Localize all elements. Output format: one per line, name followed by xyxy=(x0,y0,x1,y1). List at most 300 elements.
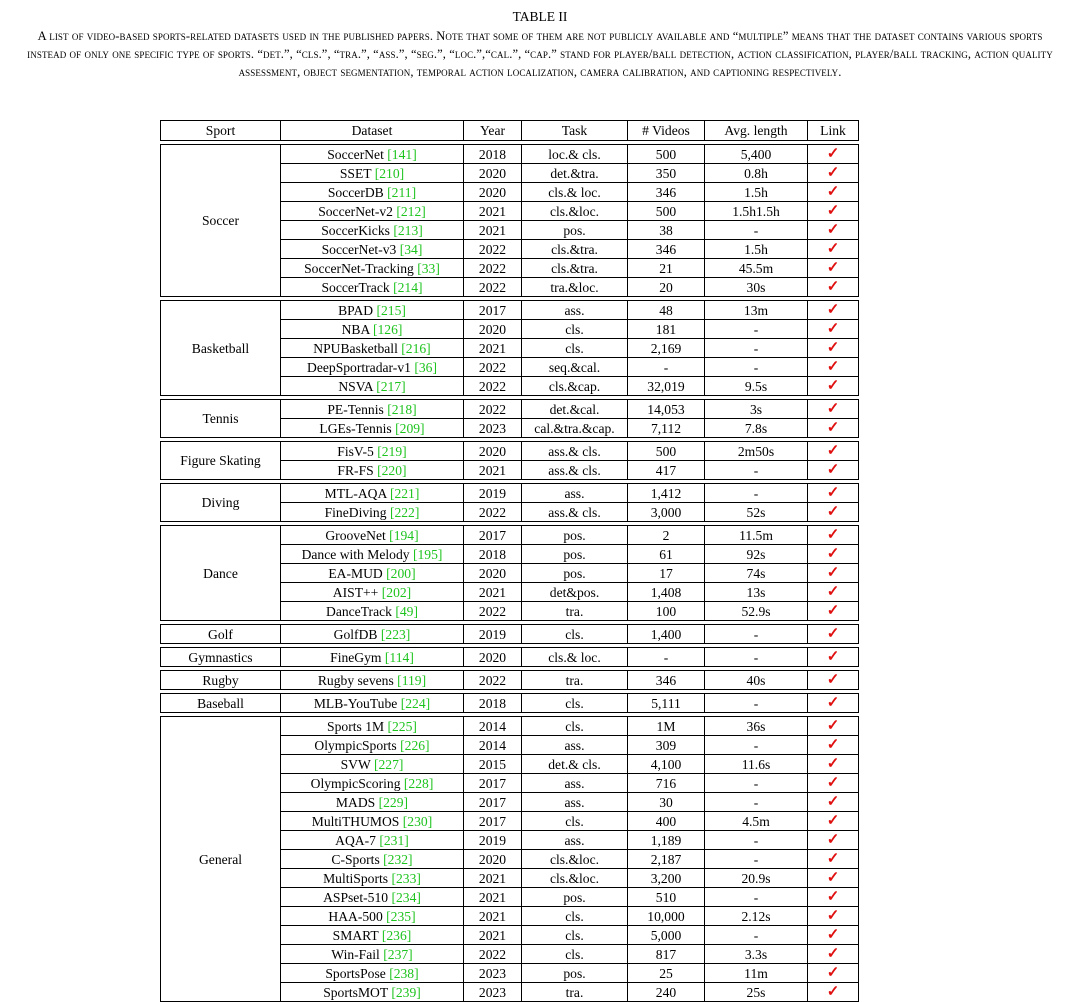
task-cell: ass.& cls. xyxy=(522,461,628,480)
videos-cell: 2,169 xyxy=(628,339,705,358)
year-cell: 2015 xyxy=(464,755,522,774)
citation-link[interactable]: [202] xyxy=(381,584,412,600)
videos-cell: 309 xyxy=(628,736,705,755)
dataset-cell xyxy=(281,545,464,564)
checkmark-icon[interactable]: ✓ xyxy=(826,695,840,711)
videos-cell: 32,019 xyxy=(628,377,705,396)
task-cell: pos. xyxy=(522,545,628,564)
link-cell xyxy=(808,717,859,736)
dataset-cell xyxy=(281,164,464,183)
citation-link[interactable]: [200] xyxy=(386,565,416,581)
table-container xyxy=(160,120,859,1002)
task-cell: cls. xyxy=(522,926,628,945)
citation-link[interactable]: [222] xyxy=(389,504,420,520)
avg-length-cell: 1.5h1.5h xyxy=(705,202,808,221)
dataset-name: PE-Tennis xyxy=(327,401,384,417)
year-cell: 2021 xyxy=(464,888,522,907)
dataset-name: SportsPose xyxy=(325,965,386,981)
dataset-cell xyxy=(281,736,464,755)
dataset-name: Rugby sevens xyxy=(317,672,394,688)
videos-cell: 510 xyxy=(628,888,705,907)
table-row xyxy=(161,694,859,713)
checkmark-icon[interactable]: ✓ xyxy=(826,203,840,219)
citation-link[interactable]: [228] xyxy=(403,775,434,791)
avg-length-cell: - xyxy=(705,736,808,755)
year-cell: 2017 xyxy=(464,793,522,812)
checkmark-icon[interactable]: ✓ xyxy=(826,504,840,520)
checkmark-icon[interactable]: ✓ xyxy=(826,946,840,962)
videos-cell: 716 xyxy=(628,774,705,793)
checkmark-icon[interactable]: ✓ xyxy=(826,420,840,436)
checkmark-icon[interactable]: ✓ xyxy=(826,485,840,501)
year-cell: 2022 xyxy=(464,358,522,377)
checkmark-icon[interactable]: ✓ xyxy=(826,184,840,200)
link-cell xyxy=(808,545,859,564)
task-cell: det&pos. xyxy=(522,583,628,602)
task-cell: pos. xyxy=(522,221,628,240)
citation-link[interactable]: [225] xyxy=(387,718,417,734)
table-row xyxy=(161,671,859,690)
videos-cell: 346 xyxy=(628,183,705,202)
avg-length-cell: 9.5s xyxy=(705,377,808,396)
citation-link[interactable]: [234] xyxy=(391,889,421,905)
dataset-cell xyxy=(281,301,464,320)
year-cell: 2022 xyxy=(464,602,522,621)
citation-link[interactable]: [114] xyxy=(384,649,414,665)
checkmark-icon[interactable]: ✓ xyxy=(826,321,840,337)
dataset-cell xyxy=(281,694,464,713)
sport-cell: Rugby xyxy=(161,671,281,690)
videos-cell: 14,053 xyxy=(628,400,705,419)
dataset-cell xyxy=(281,926,464,945)
videos-cell: 500 xyxy=(628,145,705,164)
year-cell: 2023 xyxy=(464,964,522,983)
dataset-name: SMART xyxy=(332,927,379,943)
checkmark-icon[interactable]: ✓ xyxy=(826,443,840,459)
videos-cell: 20 xyxy=(628,278,705,297)
videos-cell: 5,111 xyxy=(628,694,705,713)
checkmark-icon[interactable]: ✓ xyxy=(826,146,840,162)
citation-link[interactable]: [236] xyxy=(381,927,412,943)
checkmark-icon[interactable]: ✓ xyxy=(826,718,840,734)
avg-length-cell: 1.5h xyxy=(705,183,808,202)
checkmark-icon[interactable]: ✓ xyxy=(826,279,840,295)
citation-link[interactable]: [230] xyxy=(402,813,433,829)
dataset-cell xyxy=(281,461,464,480)
year-cell: 2017 xyxy=(464,774,522,793)
task-cell: pos. xyxy=(522,526,628,545)
citation-link[interactable]: [235] xyxy=(386,908,416,924)
avg-length-cell: 13m xyxy=(705,301,808,320)
task-cell: seq.&cal. xyxy=(522,358,628,377)
dataset-cell xyxy=(281,503,464,522)
task-cell: cls. xyxy=(522,812,628,831)
year-cell: 2022 xyxy=(464,259,522,278)
videos-cell: 100 xyxy=(628,602,705,621)
link-cell xyxy=(808,945,859,964)
dataset-name: MultiTHUMOS xyxy=(311,813,400,829)
checkmark-icon[interactable]: ✓ xyxy=(826,927,840,943)
checkmark-icon[interactable]: ✓ xyxy=(826,672,840,688)
avg-length-cell: 92s xyxy=(705,545,808,564)
sport-cell: Golf xyxy=(161,625,281,644)
dataset-cell xyxy=(281,358,464,377)
checkmark-icon[interactable]: ✓ xyxy=(826,359,840,375)
videos-cell: 4,100 xyxy=(628,755,705,774)
citation-link[interactable]: [232] xyxy=(383,851,413,867)
sport-cell: General xyxy=(161,717,281,1002)
avg-length-cell: - xyxy=(705,320,808,339)
checkmark-icon[interactable]: ✓ xyxy=(826,546,840,562)
avg-length-cell: - xyxy=(705,484,808,503)
videos-cell: 1,400 xyxy=(628,625,705,644)
videos-cell: 346 xyxy=(628,240,705,259)
year-cell: 2020 xyxy=(464,850,522,869)
videos-cell: 3,000 xyxy=(628,503,705,522)
link-cell xyxy=(808,301,859,320)
dataset-cell xyxy=(281,583,464,602)
year-cell: 2022 xyxy=(464,278,522,297)
link-cell xyxy=(808,503,859,522)
link-cell xyxy=(808,183,859,202)
dataset-cell xyxy=(281,755,464,774)
dataset-cell xyxy=(281,983,464,1002)
task-cell: cls. xyxy=(522,717,628,736)
videos-cell: 7,112 xyxy=(628,419,705,438)
videos-cell: 350 xyxy=(628,164,705,183)
task-cell: det.& cls. xyxy=(522,755,628,774)
checkmark-icon[interactable]: ✓ xyxy=(826,813,840,829)
citation-link[interactable]: [217] xyxy=(376,378,406,394)
citation-link[interactable]: [220] xyxy=(377,462,407,478)
checkmark-icon[interactable]: ✓ xyxy=(826,378,840,394)
videos-cell: - xyxy=(628,648,705,667)
dataset-name: Win-Fail xyxy=(331,946,380,962)
task-cell: cls. xyxy=(522,694,628,713)
dataset-cell xyxy=(281,625,464,644)
dataset-cell xyxy=(281,339,464,358)
checkmark-icon[interactable]: ✓ xyxy=(826,908,840,924)
link-cell xyxy=(808,358,859,377)
avg-length-cell: - xyxy=(705,625,808,644)
dataset-name: MultiSports xyxy=(323,870,389,886)
checkmark-icon[interactable]: ✓ xyxy=(826,584,840,600)
videos-cell: 5,000 xyxy=(628,926,705,945)
link-cell xyxy=(808,831,859,850)
checkmark-icon[interactable]: ✓ xyxy=(826,889,840,905)
citation-link[interactable]: [33] xyxy=(417,260,440,276)
citation-link[interactable]: [141] xyxy=(387,146,417,162)
table-row xyxy=(161,301,859,320)
dataset-name: MADS xyxy=(335,794,376,810)
videos-cell: 25 xyxy=(628,964,705,983)
task-cell: tra.&loc. xyxy=(522,278,628,297)
checkmark-icon[interactable]: ✓ xyxy=(826,756,840,772)
citation-link[interactable]: [212] xyxy=(396,203,426,219)
link-cell xyxy=(808,736,859,755)
checkmark-icon[interactable]: ✓ xyxy=(826,165,840,181)
link-cell xyxy=(808,964,859,983)
link-cell xyxy=(808,526,859,545)
header-task: Task xyxy=(522,121,628,141)
year-cell: 2018 xyxy=(464,545,522,564)
dataset-cell xyxy=(281,648,464,667)
dataset-name: SoccerDB xyxy=(327,184,384,200)
link-cell xyxy=(808,259,859,278)
link-cell xyxy=(808,983,859,1002)
year-cell: 2022 xyxy=(464,240,522,259)
avg-length-cell: 0.8h xyxy=(705,164,808,183)
videos-cell: 1,189 xyxy=(628,831,705,850)
citation-link[interactable]: [214] xyxy=(393,279,423,295)
citation-link[interactable]: [224] xyxy=(400,695,431,711)
checkmark-icon[interactable]: ✓ xyxy=(826,775,840,791)
link-cell xyxy=(808,694,859,713)
videos-cell: 240 xyxy=(628,983,705,1002)
citation-link[interactable]: [213] xyxy=(393,222,423,238)
checkmark-icon[interactable]: ✓ xyxy=(826,222,840,238)
videos-cell: 1,412 xyxy=(628,484,705,503)
sport-cell: Diving xyxy=(161,484,281,522)
link-cell xyxy=(808,400,859,419)
year-cell: 2019 xyxy=(464,625,522,644)
table-row xyxy=(161,648,859,667)
year-cell: 2018 xyxy=(464,145,522,164)
link-cell xyxy=(808,907,859,926)
task-cell: cls. xyxy=(522,907,628,926)
checkmark-icon[interactable]: ✓ xyxy=(826,851,840,867)
dataset-name: AIST++ xyxy=(332,584,379,600)
avg-length-cell: - xyxy=(705,793,808,812)
citation-link[interactable]: [238] xyxy=(389,965,419,981)
task-cell: ass. xyxy=(522,484,628,503)
avg-length-cell: 11m xyxy=(705,964,808,983)
link-cell xyxy=(808,812,859,831)
citation-link[interactable]: [194] xyxy=(389,527,419,543)
year-cell: 2021 xyxy=(464,221,522,240)
citation-link[interactable]: [226] xyxy=(400,737,430,753)
dataset-cell xyxy=(281,671,464,690)
dataset-name: NSVA xyxy=(338,378,373,394)
task-cell: tra. xyxy=(522,602,628,621)
year-cell: 2017 xyxy=(464,812,522,831)
checkmark-icon[interactable]: ✓ xyxy=(826,401,840,417)
citation-link[interactable]: [227] xyxy=(373,756,404,772)
citation-link[interactable]: [36] xyxy=(414,359,437,375)
year-cell: 2022 xyxy=(464,377,522,396)
citation-link[interactable]: [216] xyxy=(401,340,431,356)
citation-link[interactable]: [219] xyxy=(377,443,407,459)
checkmark-icon[interactable]: ✓ xyxy=(826,794,840,810)
videos-cell: 817 xyxy=(628,945,705,964)
link-cell xyxy=(808,320,859,339)
checkmark-icon[interactable]: ✓ xyxy=(826,870,840,886)
videos-cell: 10,000 xyxy=(628,907,705,926)
citation-link[interactable]: [221] xyxy=(389,485,420,501)
avg-length-cell: 52s xyxy=(705,503,808,522)
checkmark-icon[interactable]: ✓ xyxy=(826,832,840,848)
citation-link[interactable]: [215] xyxy=(376,302,406,318)
citation-link[interactable]: [195] xyxy=(412,546,443,562)
task-cell: cls.&loc. xyxy=(522,202,628,221)
link-cell xyxy=(808,164,859,183)
videos-cell: 346 xyxy=(628,671,705,690)
dataset-cell xyxy=(281,869,464,888)
checkmark-icon[interactable]: ✓ xyxy=(826,565,840,581)
task-cell: ass. xyxy=(522,793,628,812)
dataset-name: FineDiving xyxy=(324,504,387,520)
link-cell xyxy=(808,793,859,812)
link-cell xyxy=(808,442,859,461)
citation-link[interactable]: [211] xyxy=(387,184,417,200)
year-cell: 2023 xyxy=(464,419,522,438)
link-cell xyxy=(808,869,859,888)
dataset-cell xyxy=(281,888,464,907)
dataset-name: SoccerNet-v3 xyxy=(321,241,397,257)
avg-length-cell: - xyxy=(705,221,808,240)
dataset-cell xyxy=(281,278,464,297)
year-cell: 2018 xyxy=(464,694,522,713)
avg-length-cell: 36s xyxy=(705,717,808,736)
year-cell: 2021 xyxy=(464,339,522,358)
dataset-name: NPUBasketball xyxy=(313,340,398,356)
task-cell: ass. xyxy=(522,831,628,850)
citation-link[interactable]: [223] xyxy=(380,626,411,642)
table-row xyxy=(161,442,859,461)
link-cell xyxy=(808,484,859,503)
checkmark-icon[interactable]: ✓ xyxy=(826,649,840,665)
task-cell: det.&tra. xyxy=(522,164,628,183)
task-cell: cls. xyxy=(522,625,628,644)
task-cell: cls.&tra. xyxy=(522,259,628,278)
link-cell xyxy=(808,755,859,774)
dataset-cell xyxy=(281,564,464,583)
sport-cell: Baseball xyxy=(161,694,281,713)
avg-length-cell: 3s xyxy=(705,400,808,419)
year-cell: 2020 xyxy=(464,442,522,461)
link-cell xyxy=(808,202,859,221)
avg-length-cell: - xyxy=(705,774,808,793)
checkmark-icon[interactable]: ✓ xyxy=(826,340,840,356)
task-cell: cal.&tra.&cap. xyxy=(522,419,628,438)
videos-cell: 38 xyxy=(628,221,705,240)
videos-cell: 2,187 xyxy=(628,850,705,869)
dataset-cell xyxy=(281,793,464,812)
videos-cell: 2 xyxy=(628,526,705,545)
citation-link[interactable]: [237] xyxy=(383,946,413,962)
datasets-table xyxy=(160,120,859,1002)
dataset-name: ASPset-510 xyxy=(323,889,389,905)
dataset-name: SoccerNet-v2 xyxy=(318,203,393,219)
dataset-cell xyxy=(281,183,464,202)
citation-link[interactable]: [126] xyxy=(372,321,403,337)
dataset-name: BPAD xyxy=(338,302,374,318)
checkmark-icon[interactable]: ✓ xyxy=(826,965,840,981)
avg-length-cell: 52.9s xyxy=(705,602,808,621)
citation-link[interactable]: [233] xyxy=(391,870,421,886)
task-cell: tra. xyxy=(522,671,628,690)
avg-length-cell: - xyxy=(705,694,808,713)
sport-cell: Gymnastics xyxy=(161,648,281,667)
dataset-cell xyxy=(281,377,464,396)
dataset-cell xyxy=(281,320,464,339)
videos-cell: 3,200 xyxy=(628,869,705,888)
citation-link[interactable]: [49] xyxy=(395,603,418,619)
dataset-cell xyxy=(281,202,464,221)
table-row xyxy=(161,400,859,419)
year-cell: 2017 xyxy=(464,301,522,320)
citation-link[interactable]: [229] xyxy=(378,794,409,810)
dataset-name: DeepSportradar-v1 xyxy=(307,359,411,375)
table-body xyxy=(161,141,859,1002)
citation-link[interactable]: [218] xyxy=(387,401,417,417)
avg-length-cell: - xyxy=(705,926,808,945)
year-cell: 2021 xyxy=(464,907,522,926)
checkmark-icon[interactable]: ✓ xyxy=(826,527,840,543)
dataset-cell xyxy=(281,221,464,240)
avg-length-cell: - xyxy=(705,339,808,358)
checkmark-icon[interactable]: ✓ xyxy=(826,737,840,753)
year-cell: 2020 xyxy=(464,648,522,667)
checkmark-icon[interactable]: ✓ xyxy=(826,260,840,276)
dataset-name: DanceTrack xyxy=(326,603,392,619)
task-cell: det.&cal. xyxy=(522,400,628,419)
avg-length-cell: 2m50s xyxy=(705,442,808,461)
link-cell xyxy=(808,377,859,396)
avg-length-cell: 4.5m xyxy=(705,812,808,831)
dataset-name: FR-FS xyxy=(337,462,374,478)
checkmark-icon[interactable]: ✓ xyxy=(826,241,840,257)
videos-cell: 400 xyxy=(628,812,705,831)
videos-cell: 21 xyxy=(628,259,705,278)
year-cell: 2020 xyxy=(464,320,522,339)
citation-link[interactable]: [34] xyxy=(399,241,423,257)
task-cell: pos. xyxy=(522,888,628,907)
table-caption xyxy=(20,8,1060,81)
citation-link[interactable]: [239] xyxy=(391,984,421,1000)
header-link: Link xyxy=(808,121,859,141)
checkmark-icon[interactable]: ✓ xyxy=(826,984,840,1000)
header-videos: # Videos xyxy=(628,121,705,141)
task-cell: cls.& loc. xyxy=(522,648,628,667)
checkmark-icon[interactable]: ✓ xyxy=(826,603,840,619)
checkmark-icon[interactable]: ✓ xyxy=(826,462,840,478)
dataset-name: C-Sports xyxy=(331,851,380,867)
checkmark-icon[interactable]: ✓ xyxy=(826,626,840,642)
checkmark-icon[interactable]: ✓ xyxy=(826,302,840,318)
dataset-cell xyxy=(281,964,464,983)
dataset-name: SoccerTrack xyxy=(321,279,390,295)
citation-link[interactable]: [210] xyxy=(374,165,405,181)
citation-link[interactable]: [231] xyxy=(379,832,409,848)
avg-length-cell: 40s xyxy=(705,671,808,690)
link-cell xyxy=(808,926,859,945)
year-cell: 2022 xyxy=(464,503,522,522)
year-cell: 2022 xyxy=(464,671,522,690)
avg-length-cell: 13s xyxy=(705,583,808,602)
year-cell: 2022 xyxy=(464,400,522,419)
year-cell: 2021 xyxy=(464,461,522,480)
task-cell: cls.&tra. xyxy=(522,240,628,259)
videos-cell: 181 xyxy=(628,320,705,339)
citation-link[interactable]: [119] xyxy=(397,672,427,688)
dataset-name: AQA-7 xyxy=(335,832,376,848)
sport-cell: Soccer xyxy=(161,145,281,297)
videos-cell: 1M xyxy=(628,717,705,736)
task-cell: ass.& cls. xyxy=(522,503,628,522)
dataset-name: SSET xyxy=(339,165,372,181)
citation-link[interactable]: [209] xyxy=(395,420,425,436)
